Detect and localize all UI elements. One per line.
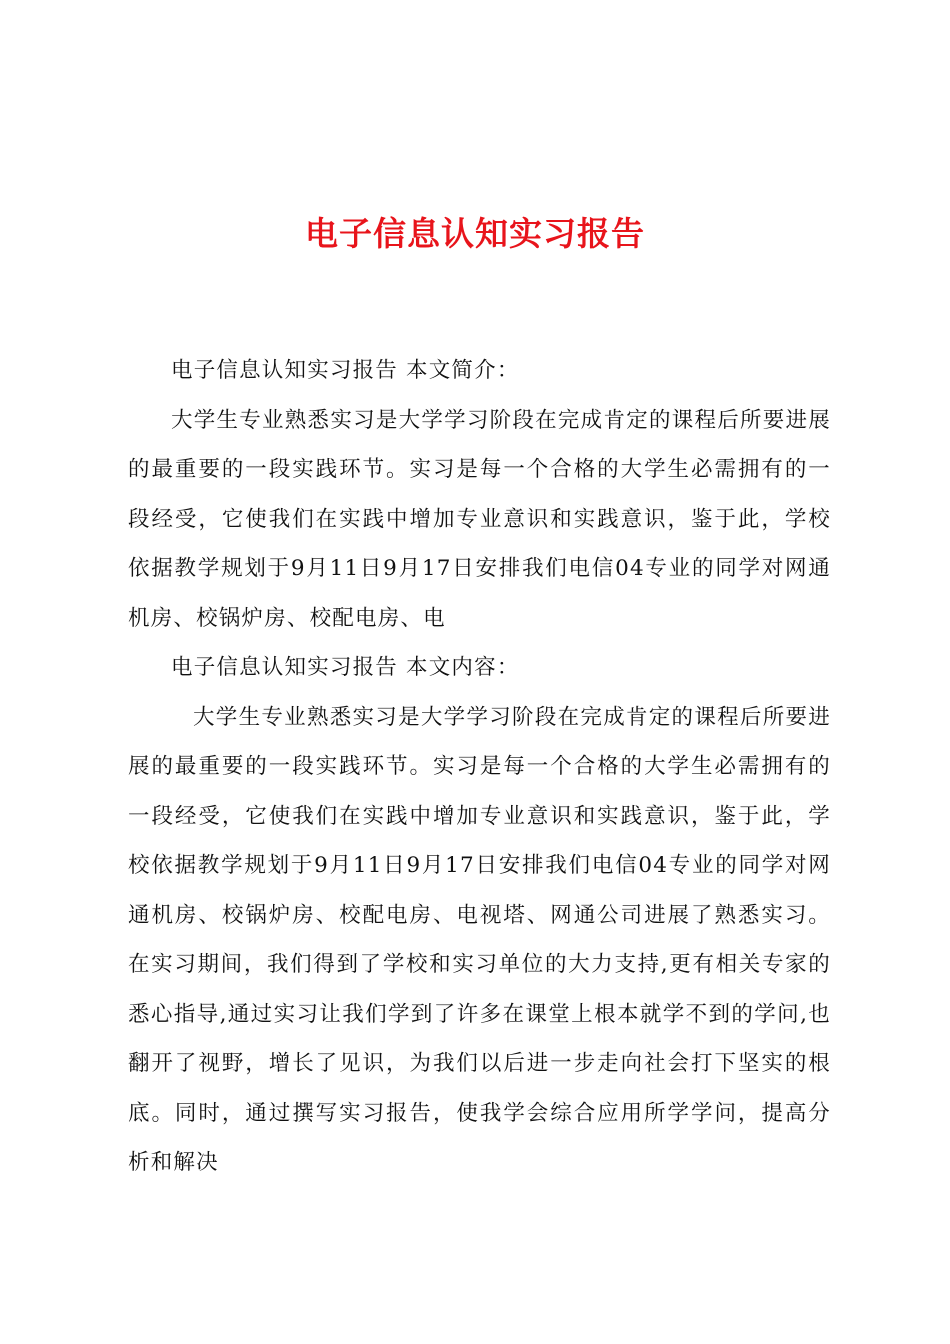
document-body <box>128 346 831 1188</box>
intro-label: 电子信息认知实习报告 本文简介： <box>171 358 520 383</box>
document-title: 电子信息认知实习报告 <box>305 214 645 253</box>
content-label: 电子信息认知实习报告 本文内容： <box>171 655 520 680</box>
content-paragraph: 大学生专业熟悉实习是大学学习阶段在完成肯定的课程后所要进展的最重要的一段实践环节。实习是每一个合格的大学生必需拥有的一段经受，它使我们在实践中增加专业意识和实践意识，鉴于此，学校依据教学规划于9月11日9月17日安排我们电信04专业的同学对网通机房、校锅炉房、校配电房、电视塔、网通公司进展了熟悉实习。在实习期间，我们得到了学校和实习单位的大力支持,更有相关专家的悉心指导,通过实习让我们学到了许多在课堂上根本就学不到的学问,也翻开了视野，增长了见识，为我们以后进一步走向社会打下坚实的根底。同时，通过撰写实习报告，使我学会综合应用所学学问，提高分析和解决 <box>128 704 831 1175</box>
intro-paragraph: 大学生专业熟悉实习是大学学习阶段在完成肯定的课程后所要进展的最重要的一段实践环节。实习是每一个合格的大学生必需拥有的一段经受，它使我们在实践中增加专业意识和实践意识，鉴于此，学校依据教学规划于9月11日9月17日安排我们电信04专业的同学对网通机房、校锅炉房、校配电房、电 <box>128 407 831 631</box>
